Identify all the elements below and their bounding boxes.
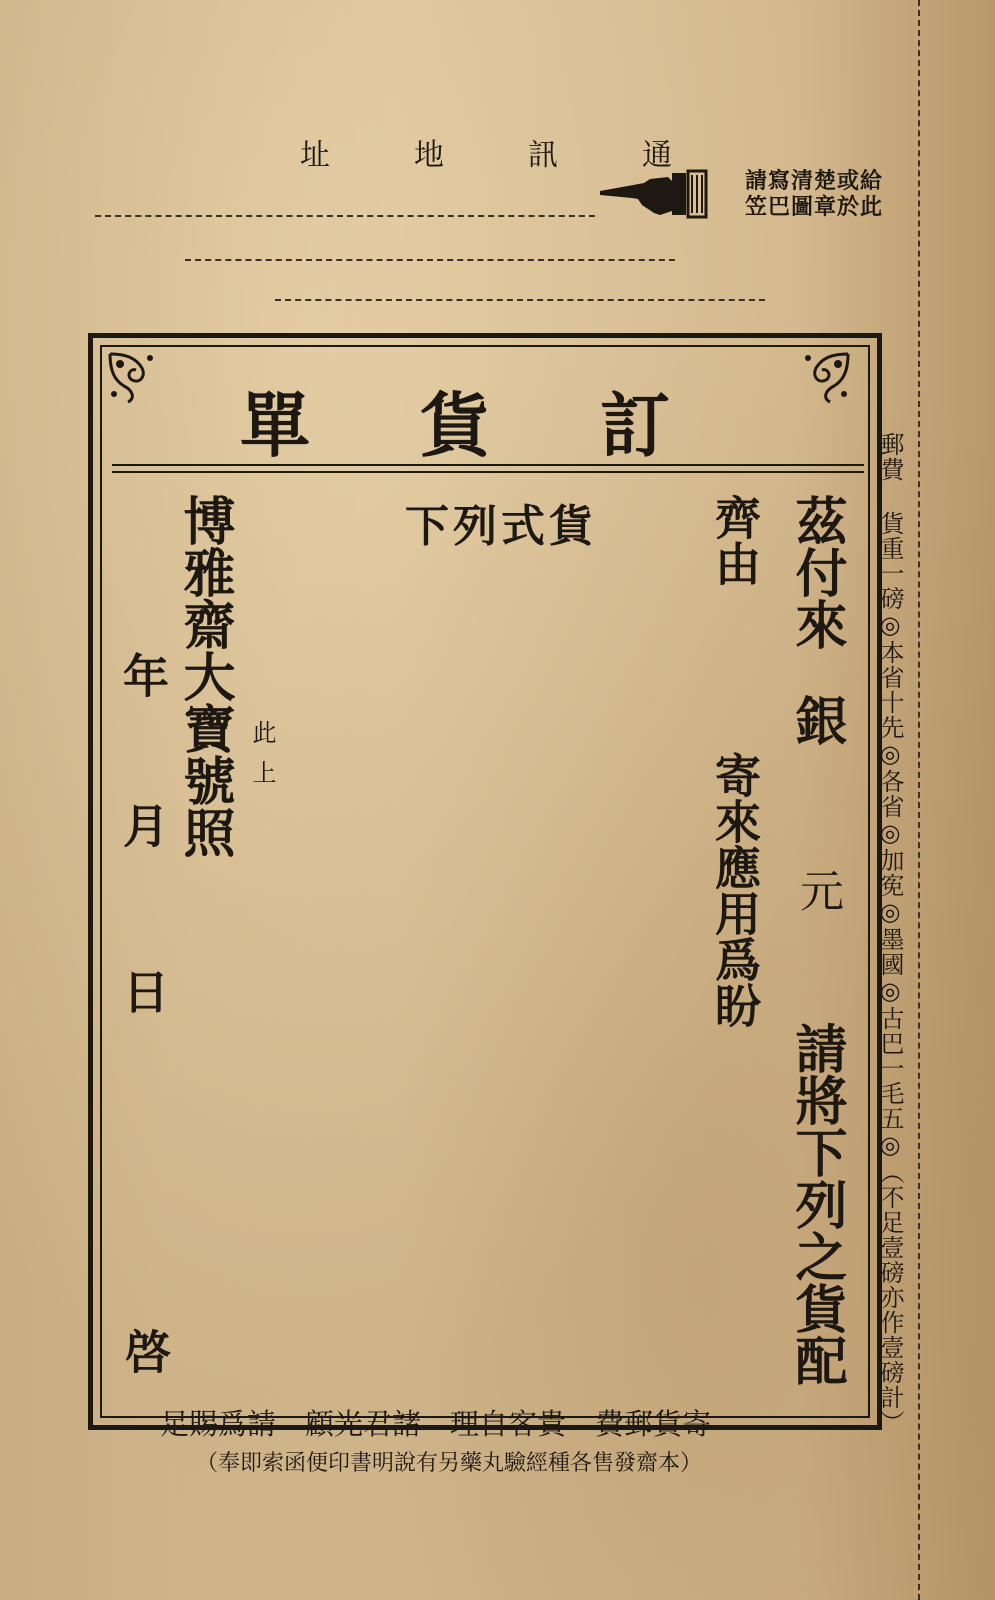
ci-text: 此: [248, 720, 276, 744]
floral-corner-icon: [106, 350, 168, 412]
date-month-label: 月: [116, 802, 170, 848]
remit-text: 茲付來: [786, 494, 847, 650]
stamp-note-line2: 笠巴圖章於此: [744, 194, 883, 220]
address-line-1: [95, 215, 595, 217]
silver-text: 銀: [786, 694, 847, 746]
title-rule-bottom: [112, 471, 864, 473]
date-year-label: 年: [116, 652, 170, 698]
address-title: 址地訊通: [300, 138, 756, 173]
via-text: 齊由: [708, 494, 762, 586]
goods-list-heading: 下列式貨: [405, 501, 597, 552]
date-day-label: 日: [116, 968, 170, 1014]
footer-line-2: （奉即索函便印書明說有另藥丸驗經種各售發齋本）: [196, 1451, 703, 1476]
stamp-note: [745, 168, 883, 220]
pointing-hand-icon: [598, 165, 710, 221]
footer-line-1: 足賜爲請 顧光君諸 理自客貴 費郵貨寄: [160, 1407, 712, 1441]
shop-name: 博雅齋大寶號照: [174, 494, 235, 858]
request-text: 請將下列之貨配: [786, 1022, 847, 1386]
order-form-title: 單貨訂: [240, 384, 780, 467]
signature-label: 啓: [118, 1328, 172, 1374]
address-line-3: [275, 299, 765, 301]
shang-text: 上: [248, 760, 276, 784]
cut-line: [918, 0, 920, 1600]
title-rule-top: [112, 464, 864, 466]
postage-note: 郵費 貨重一磅◎本省十先◎各省◎加𡨚◎墨國◎古巴一毛五◎（不足壹磅亦作壹磅計）: [876, 432, 904, 1435]
yuan-text: 元: [792, 868, 843, 912]
stamp-note-line1: 請寫清楚或給: [744, 168, 883, 194]
floral-corner-icon: [790, 350, 852, 412]
address-line-2: [185, 259, 675, 261]
send-back-text: 寄來應用爲盼: [708, 752, 762, 1028]
